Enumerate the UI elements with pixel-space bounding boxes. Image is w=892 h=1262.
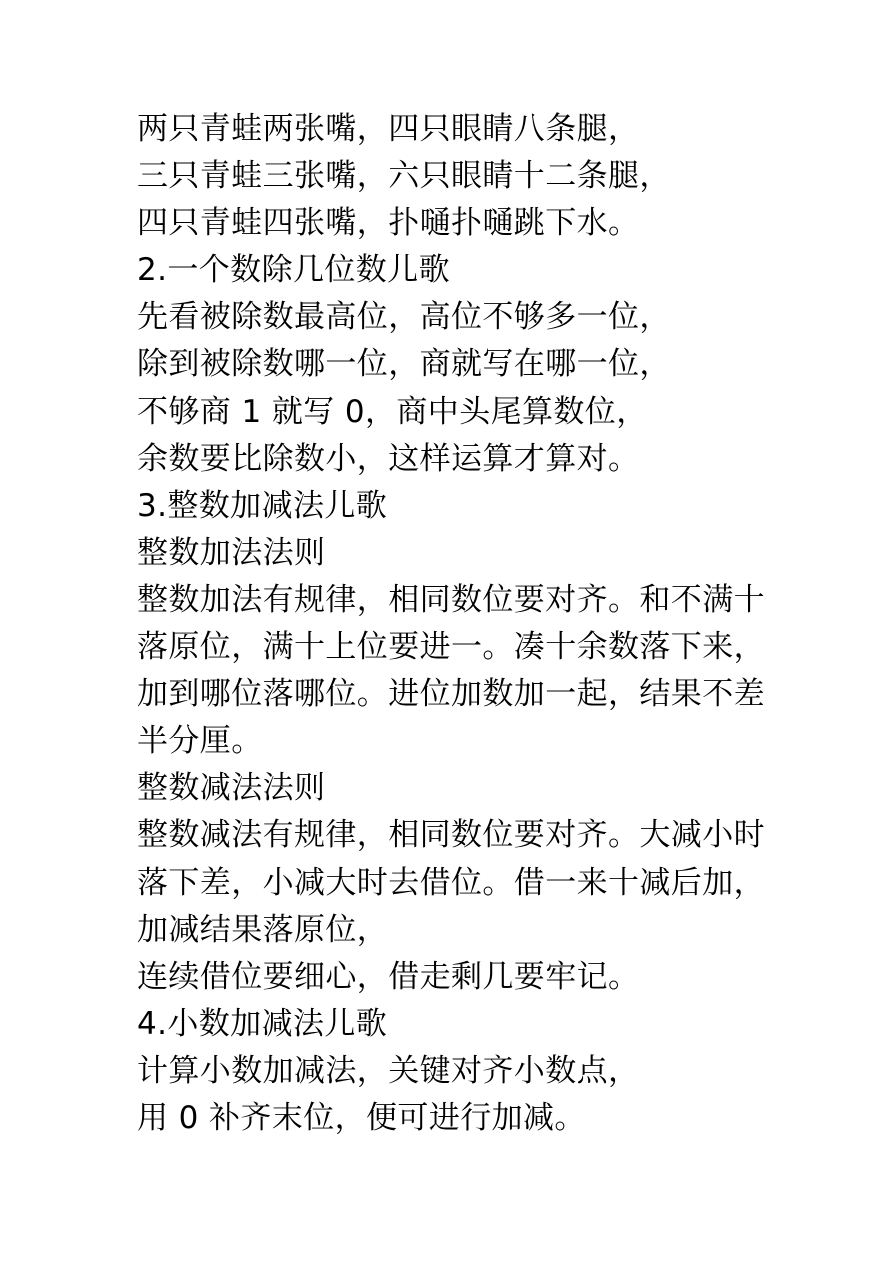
rhyme-line: 除到被除数哪一位，商就写在哪一位， — [137, 346, 671, 383]
rhyme-line: 先看被除数最高位，高位不够多一位， — [137, 299, 671, 336]
subsection-title: 整数减法法则 — [137, 770, 326, 807]
section-heading: 4.小数加减法儿歌 — [137, 1005, 388, 1042]
subsection-title: 整数加法法则 — [137, 534, 326, 571]
section-heading: 2.一个数除几位数儿歌 — [137, 252, 450, 289]
section-heading: 3.整数加减法儿歌 — [137, 487, 388, 524]
rhyme-line: 不够商 1 就写 0，商中头尾算数位， — [137, 393, 648, 430]
rhyme-line: 两只青蛙两张嘴，四只眼睛八条腿， — [137, 111, 640, 147]
rhyme-line: 用 0 补齐末位，便可进行加减。 — [137, 1099, 586, 1136]
rhyme-line: 连续借位要细心，借走剩几要牢记。 — [137, 958, 640, 995]
rhyme-line: 三只青蛙三张嘴，六只眼睛十二条腿， — [137, 158, 671, 195]
rhyme-line: 四只青蛙四张嘴，扑嗵扑嗵跳下水。 — [137, 205, 640, 242]
rhyme-line: 余数要比除数小，这样运算才算对。 — [137, 440, 640, 477]
document-body — [137, 106, 765, 1142]
subtraction-rule-paragraph: 整数减法有规律，相同数位要对齐。大减小时落下差，小减大时去借位。借一来十减后加，加减结果落原位， — [137, 817, 765, 948]
addition-rule-paragraph: 整数加法有规律，相同数位要对齐。和不满十落原位，满十上位要进一。凑十余数落下来，加到哪位落哪位。进位加数加一起，结果不差半分厘。 — [137, 581, 765, 760]
rhyme-line: 计算小数加减法，关键对齐小数点， — [137, 1052, 640, 1089]
